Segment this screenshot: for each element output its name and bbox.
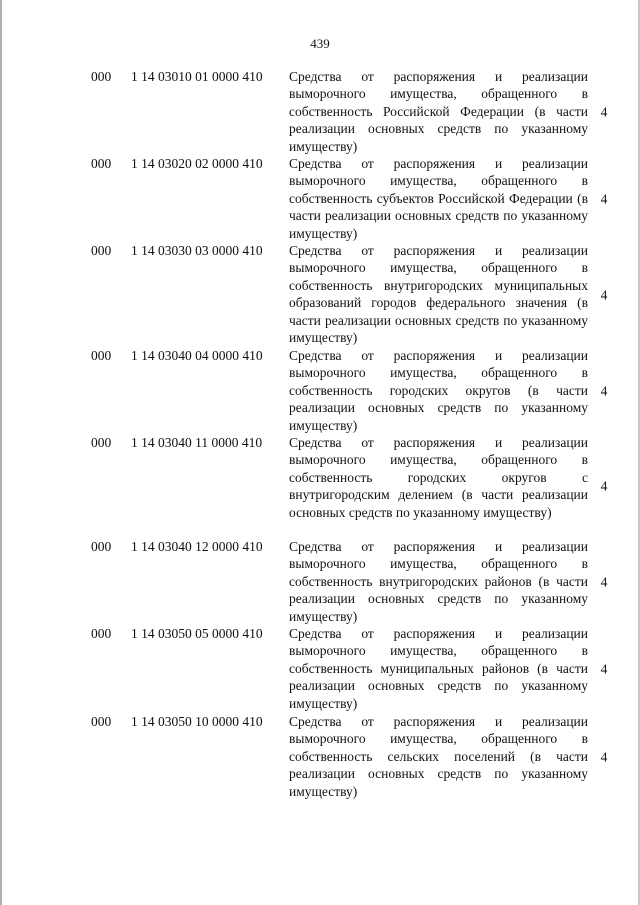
admin-code: 000 <box>91 435 112 450</box>
revenue-description: Средства от распоряжения и реализации выморочного имущества, обращенного в собственность городских округов (в части реализации основных средств по указанному имуществу) <box>289 348 588 433</box>
admin-code: 000 <box>91 626 112 641</box>
table-row <box>0 625 640 713</box>
classification-code: 1 14 03040 04 0000 410 <box>131 348 263 363</box>
revenue-description: Средства от распоряжения и реализации выморочного имущества, обращенного в собственность Российской Федерации (в части реализации основных средств по указанному имуществу) <box>289 69 588 154</box>
classification-code: 1 14 03040 12 0000 410 <box>131 539 263 554</box>
table-row <box>0 434 640 538</box>
admin-code: 000 <box>91 348 112 363</box>
admin-code: 000 <box>91 243 112 258</box>
revenue-description: Средства от распоряжения и реализации выморочного имущества, обращенного в собственность сельских поселений (в части реализации основных средств по указанному имуществу) <box>289 714 588 799</box>
admin-code: 000 <box>91 156 112 171</box>
classification-code: 1 14 03010 01 0000 410 <box>131 69 263 84</box>
revenue-description: Средства от распоряжения и реализации выморочного имущества, обращенного в собственность внутригородских районов (в части реализации основных средств по указанному имуществу) <box>289 539 588 624</box>
table-row <box>0 155 640 242</box>
revenue-description: Средства от распоряжения и реализации выморочного имущества, обращенного в собственность внутригородских муниципальных образований городов федерального значения (в части реализации основных средств по указанному имуществу) <box>289 243 588 346</box>
classification-code: 1 14 03020 02 0000 410 <box>131 156 263 171</box>
budget-classification-table <box>0 68 640 800</box>
column-number: 4 <box>600 661 608 677</box>
column-number: 4 <box>600 190 608 206</box>
revenue-description: Средства от распоряжения и реализации выморочного имущества, обращенного в собственность городских округов с внутригородским делением (в части реализации основных средств по указанному имуществу) <box>289 435 588 520</box>
table-row <box>0 538 640 625</box>
table-row <box>0 713 640 800</box>
classification-code: 1 14 03040 11 0000 410 <box>131 435 263 450</box>
classification-code: 1 14 03050 05 0000 410 <box>131 626 263 641</box>
table-row <box>0 347 640 434</box>
column-number: 4 <box>600 573 608 589</box>
admin-code: 000 <box>91 714 112 729</box>
admin-code: 000 <box>91 539 112 554</box>
table-row <box>0 242 640 347</box>
admin-code: 000 <box>91 69 112 84</box>
page-number: 439 <box>310 36 330 51</box>
revenue-description: Средства от распоряжения и реализации выморочного имущества, обращенного в собственность субъектов Российской Федерации (в части реализации основных средств по указанному имуществу) <box>289 156 588 241</box>
column-number: 4 <box>600 103 608 119</box>
column-number: 4 <box>600 478 608 494</box>
column-number: 4 <box>600 748 608 764</box>
revenue-description: Средства от распоряжения и реализации выморочного имущества, обращенного в собственность муниципальных районов (в части реализации основных средств по указанному имуществу) <box>289 626 588 711</box>
table-row <box>0 68 640 155</box>
classification-code: 1 14 03030 03 0000 410 <box>131 243 263 258</box>
column-number: 4 <box>600 286 608 302</box>
classification-code: 1 14 03050 10 0000 410 <box>131 714 263 729</box>
column-number: 4 <box>600 382 608 398</box>
